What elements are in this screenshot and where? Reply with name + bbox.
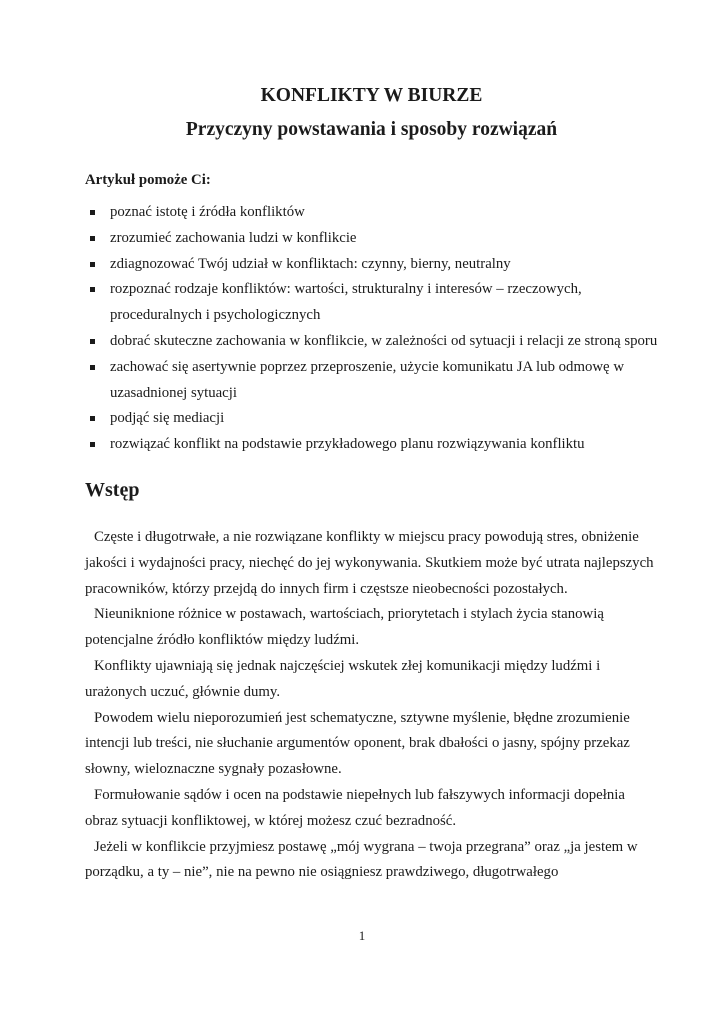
paragraph: Powodem wielu nieporozumień jest schematyczne, sztywne myślenie, błędne zrozumienie intencji lub treści, nie słuchanie argumentów oponent, brak dbałości o jasny, spójny przekaz słowny, wieloznaczne sygnały pozasłowne. bbox=[85, 709, 630, 778]
bullet-square-icon bbox=[90, 365, 95, 370]
paragraph: Częste i długotrwałe, a nie rozwiązane konflikty w miejscu pracy powodują stres, obniżenie jakości i wydajności pracy, niechęć do jej wykonywania. Skutkiem może być utrata najlepszych pracowników, którzy przejdą do innych firm i częstsze nieobecności pozostałych. bbox=[85, 528, 654, 597]
paragraph: Jeżeli w konflikcie przyjmiesz postawę „mój wygrana – twoja przegrana” oraz „ja jestem w porządku, a ty – nie”, nie na pewno nie osiągniesz prawdziwego, długotrwałego bbox=[85, 838, 638, 881]
document-subtitle: Przyczyny powstawania i sposoby rozwiązań bbox=[185, 119, 558, 140]
list-item bbox=[85, 226, 658, 252]
paragraph: Formułowanie sądów i ocen na podstawie niepełnych lub fałszywych informacji dopełnia obraz sytuacji konfliktowej, w której możesz czuć bezradność. bbox=[85, 786, 625, 829]
paragraph: Nieuniknione różnice w postawach, wartościach, priorytetach i stylach życia stanowią potencjalne źródło konfliktów między ludźmi. bbox=[85, 606, 604, 649]
list-item-text: poznać istotę i źródła konfliktów bbox=[110, 204, 305, 220]
section-heading-wstep: Wstęp bbox=[85, 478, 140, 501]
list-item-text: rozpoznać rodzaje konfliktów: wartości, strukturalny i interesów – rzeczowych, proceduralnych i psychologicznych bbox=[110, 281, 582, 324]
bullet-square-icon bbox=[90, 287, 95, 292]
list-item bbox=[85, 200, 658, 226]
lead-heading: Artykuł pomoże Ci: bbox=[85, 172, 211, 188]
bullet-square-icon bbox=[90, 262, 95, 267]
list-item-text: zdiagnozować Twój udział w konfliktach: czynny, bierny, neutralny bbox=[110, 255, 511, 272]
list-item-text: zrozumieć zachowania ludzi w konflikcie bbox=[110, 229, 357, 246]
list-item bbox=[85, 329, 658, 355]
body-paragraphs bbox=[85, 525, 658, 886]
bullet-list bbox=[85, 200, 658, 458]
list-item bbox=[85, 355, 658, 407]
list-item-text: dobrać skuteczne zachowania w konflikcie, w zależności od sytuacji i relacji ze stroną sporu bbox=[110, 332, 658, 349]
bullet-square-icon bbox=[90, 210, 95, 215]
list-item-text: rozwiązać konflikt na podstawie przykładowego planu rozwiązywania konfliktu bbox=[110, 436, 585, 453]
bullet-square-icon bbox=[90, 339, 95, 344]
list-item bbox=[85, 432, 658, 458]
list-item bbox=[85, 252, 658, 278]
bullet-square-icon bbox=[90, 416, 95, 421]
bullet-square-icon bbox=[90, 442, 95, 447]
list-item bbox=[85, 277, 658, 329]
document-title: KONFLIKTY W BIURZE bbox=[260, 85, 483, 106]
list-item-text: podjąć się mediacji bbox=[110, 410, 225, 427]
bullet-square-icon bbox=[90, 236, 95, 241]
document-content bbox=[85, 0, 658, 886]
page-number: 1 bbox=[358, 928, 366, 943]
list-item bbox=[85, 406, 658, 432]
paragraph: Konflikty ujawniają się jednak najczęściej wskutek złej komunikacji między ludźmi i urażonych uczuć, głównie dumy. bbox=[85, 657, 601, 700]
list-item-text: zachować się asertywnie poprzez przeproszenie, użycie komunikatu JA lub odmowę w uzasadnionej sytuacji bbox=[110, 358, 625, 401]
